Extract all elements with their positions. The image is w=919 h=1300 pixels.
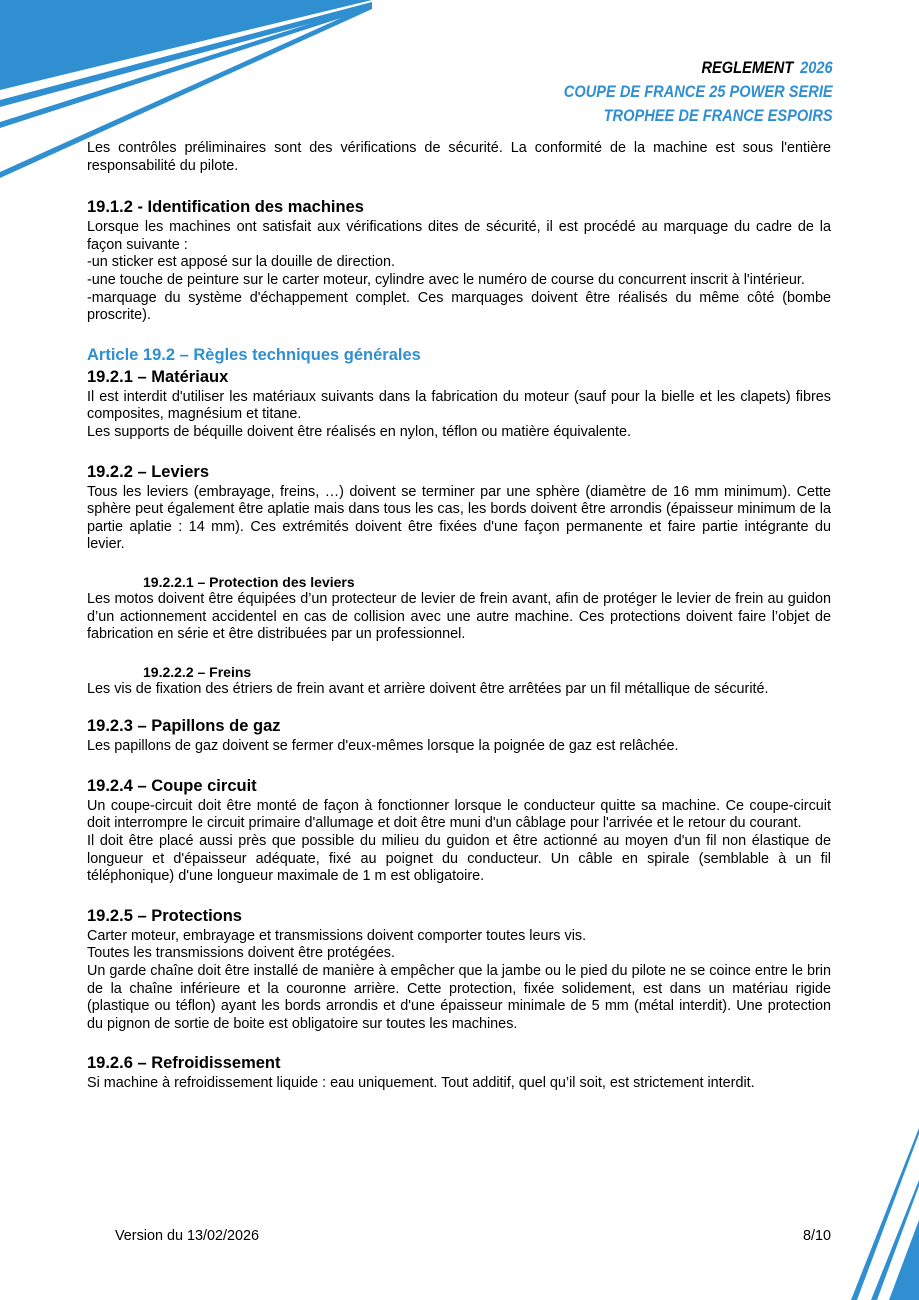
paragraph: Il est interdit d'utiliser les matériaux suivants dans la fabrication du moteur (sauf pour la bielle et les clapets) fibres composites, magnésium et titane. — [87, 388, 831, 423]
paragraph: -marquage du système d'échappement complet. Ces marquages doivent être réalisés du même côté (bombe proscrite). — [87, 289, 831, 324]
paragraph: Carter moteur, embrayage et transmissions doivent comporter toutes leurs vis. — [87, 927, 587, 944]
header-reglement: REGLEMENT — [701, 58, 794, 77]
section-title-19-1-2: 19.1.2 - Identification des machines — [87, 198, 364, 217]
subsection-title-19-2-2-1: 19.2.2.1 – Protection des leviers — [143, 573, 355, 590]
section-title-19-2-1: 19.2.1 – Matériaux — [87, 367, 229, 386]
paragraph: Les papillons de gaz doivent se fermer d'eux-mêmes lorsque la poignée de gaz est relâchée. — [87, 738, 679, 755]
paragraph: Un garde chaîne doit être installé de manière à empêcher que la jambe ou le pied du pilote ne se coince entre le brin de la chaîne inférieure et la couronne arrière. Cette protection, fixée solidement, est dans un matériau rigide (plastique ou téflon) ayant les bords arrondis et d'une épaisseur minimale de 5 mm (métal interdit). Une protection du pignon de sortie de boite est obligatoire sur toutes les machines. — [87, 963, 831, 1032]
page-footer — [115, 1228, 831, 1244]
document-body — [87, 140, 831, 1093]
footer-version: Version du 13/02/2026 — [115, 1228, 260, 1244]
section-title-19-2-4: 19.2.4 – Coupe circuit — [87, 776, 257, 795]
paragraph: Toutes les transmissions doivent être protégées. — [87, 945, 395, 962]
bottom-right-stripes-decoration — [845, 1120, 919, 1300]
intro-paragraph: Les contrôles préliminaires sont des vérifications de sécurité. La conformité de la machine est sous l'entière responsabilité du pilote. — [87, 140, 831, 174]
section-title-19-2-5: 19.2.5 – Protections — [87, 906, 242, 925]
paragraph: Un coupe-circuit doit être monté de façon à fonctionner lorsque le conducteur quitte sa machine. Ce coupe-circuit doit interrompre le circuit primaire d'allumage et doit être muni d'un câblage pour l'arrivée et le retour du courant. — [87, 797, 831, 832]
footer-page-number: 8/10 — [802, 1228, 831, 1244]
header-line-3: TROPHEE DE FRANCE ESPOIRS — [603, 106, 833, 125]
document-header — [564, 56, 833, 128]
paragraph: -une touche de peinture sur le carter moteur, cylindre avec le numéro de course du concurrent inscrit à l'intérieur. — [87, 271, 805, 288]
paragraph: Les motos doivent être équipées d’un protecteur de levier de frein avant, afin de protéger le levier de frein au guidon d’un actionnement accidentel en cas de collision avec une autre machine. Ces protections doivent faire l’objet de fabrication en série et être distribuées par un professionnel. — [87, 590, 831, 643]
article-title-19-2: Article 19.2 – Règles techniques générales — [87, 345, 421, 364]
paragraph: Les supports de béquille doivent être réalisés en nylon, téflon ou matière équivalente. — [87, 423, 631, 440]
header-line-2: COUPE DE FRANCE 25 POWER SERIE — [564, 82, 833, 101]
paragraph: Tous les leviers (embrayage, freins, …) doivent se terminer par une sphère (diamètre de 16 mm minimum). Cette sphère peut également être aplatie mais dans tous les cas, les bords doivent être arrondis (épaisseur minimum de la partie aplatie : 14 mm). Ces extrémités doivent être fixées d'une façon permanente et faire partie intégrante du levier. — [87, 483, 831, 553]
paragraph: -un sticker est apposé sur la douille de direction. — [87, 254, 395, 271]
paragraph: Il doit être placé aussi près que possible du milieu du guidon et être actionné au moyen d'un fil non élastique de longueur et d'épaisseur adéquate, fixé au poignet du conducteur. Un câble en spirale (semblable à un fil téléphonique) d'une longueur maximale de 1 m est obligatoire. — [87, 833, 831, 885]
subsection-title-19-2-2-2: 19.2.2.2 – Freins — [143, 663, 252, 680]
header-year: 2026 — [800, 58, 833, 77]
paragraph: Lorsque les machines ont satisfait aux vérifications dites de sécurité, il est procédé au marquage du cadre de la façon suivante : — [87, 219, 831, 253]
paragraph: Les vis de fixation des étriers de frein avant et arrière doivent être arrêtées par un fil métallique de sécurité. — [87, 680, 769, 697]
paragraph: Si machine à refroidissement liquide : eau uniquement. Tout additif, quel qu’il soit, est strictement interdit. — [87, 1075, 755, 1092]
section-title-19-2-2: 19.2.2 – Leviers — [87, 462, 210, 481]
section-title-19-2-6: 19.2.6 – Refroidissement — [87, 1054, 281, 1073]
section-title-19-2-3: 19.2.3 – Papillons de gaz — [87, 717, 281, 736]
